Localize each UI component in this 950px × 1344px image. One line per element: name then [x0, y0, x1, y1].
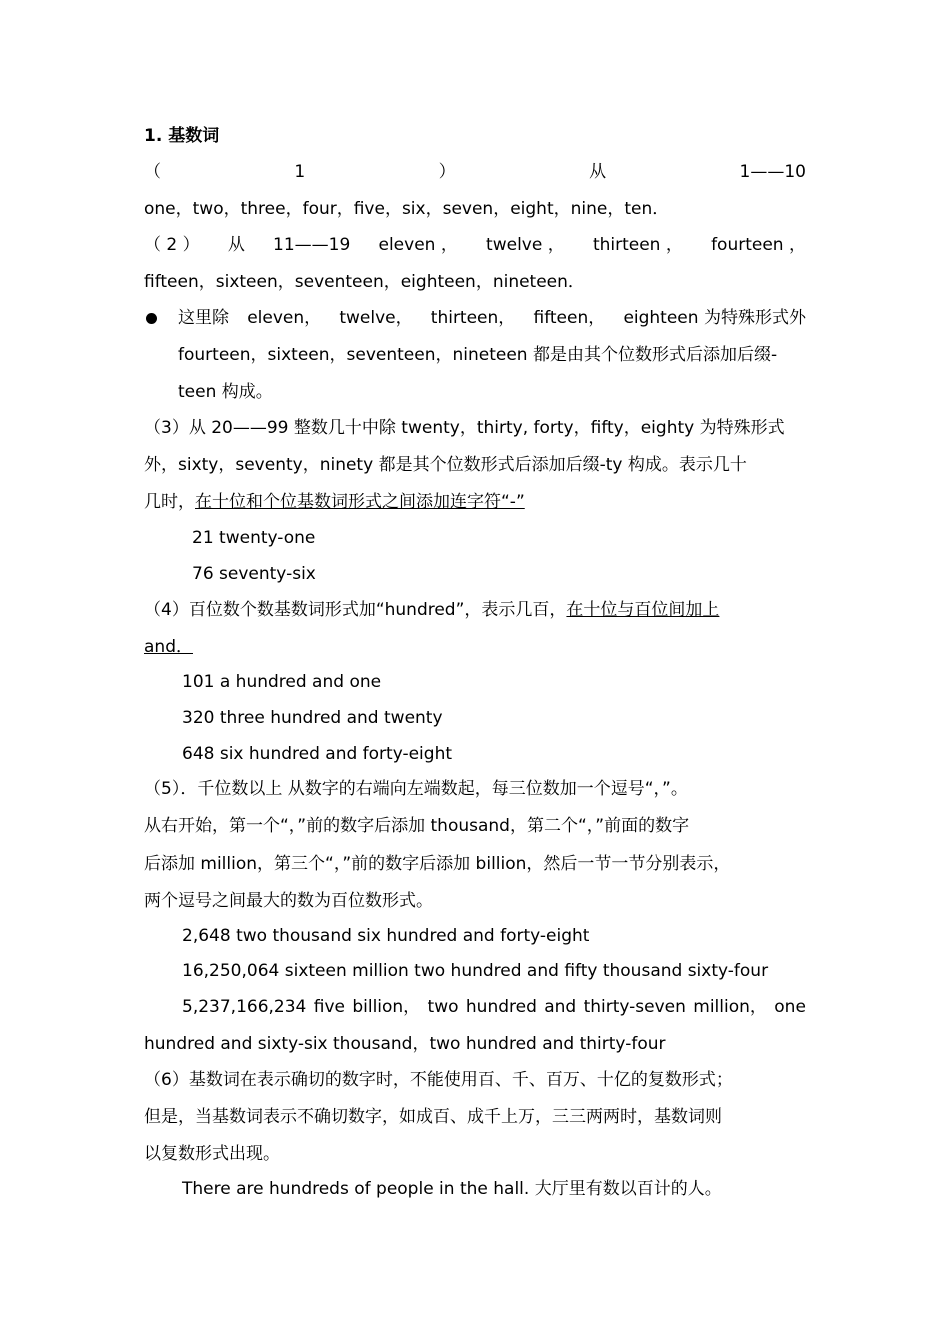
p2-part-1: 从 [227, 235, 245, 255]
p5-line2: 从右开始，第一个“，”前的数字后添加 thousand，第二个“，”前面的数字 [144, 816, 690, 836]
p2-part-0: （ 2 ） [144, 235, 200, 255]
p2-part-6: fourteen ， [711, 235, 806, 255]
p5-ex3-part-5: and [544, 997, 577, 1017]
p5-example-2 [182, 995, 806, 1019]
p5-ex3-part-0: 5,237,166,234 [182, 997, 307, 1017]
p1-part-2: ） [438, 162, 456, 182]
p1-part-4: 1——10 [739, 162, 806, 182]
p5-ex3-part-3: two [427, 997, 459, 1017]
p3-example-1: 76 seventy-six [192, 564, 316, 584]
bullet-line2: fourteen，sixteen，seventeen，nineteen 都是由其个位数形式后添加后缀- [178, 345, 778, 365]
p5-ex3-part-6: thirty-seven [583, 997, 686, 1017]
page-heading: 1. 基数词 [144, 126, 220, 146]
p1-part-0: （ [144, 162, 161, 182]
p4-example-1: 320 three hundred and twenty [182, 708, 443, 728]
bullet-line1 [178, 306, 806, 330]
p6-example: There are hundreds of people in the hall. 大厅里有数以百计的人。 [182, 1179, 722, 1199]
p2-part-2: 11——19 [273, 235, 351, 255]
bullet-dot-icon [146, 313, 157, 324]
p5-line3: 后添加 million，第三个“，”前的数字后添加 billion，然后一节一节分别表示， [144, 854, 731, 874]
p5-ex3-part-4: hundred [465, 997, 537, 1017]
p5-ex3-part-2: billion， [352, 997, 421, 1017]
p1-line1 [144, 160, 806, 184]
p3-example-0: 21 twenty-one [192, 528, 316, 548]
bullet-part-0: 这里除 [178, 308, 229, 328]
p4-example-2: 648 six hundred and forty-eight [182, 744, 453, 764]
bullet-part-4: fifteen， [533, 308, 606, 328]
p2-line1 [144, 233, 806, 257]
p4-line1-text: （4）百位数个数基数词形式加“hundred”，表示几百， [144, 600, 567, 620]
p6-line3: 以复数形式出现。 [144, 1144, 280, 1164]
p5-line1: （5）．千位数以上 从数字的右端向左端数起，每三位数加一个逗号“，”。 [144, 779, 688, 799]
p5-ex3-part-1: five [313, 997, 345, 1017]
p3-line3 [144, 490, 525, 514]
p2-part-4: twelve ， [486, 235, 565, 255]
p5-line4: 两个逗号之间最大的数为百位数形式。 [144, 891, 433, 911]
p6-line2: 但是，当基数词表示不确切数字，如成百、成千上万，三三两两时，基数词则 [144, 1107, 722, 1127]
bullet-part-3: thirteen， [430, 308, 516, 328]
p2-part-3: eleven ， [378, 235, 458, 255]
p5-ex3-part-7: million， [693, 997, 767, 1017]
bullet-part-5: eighteen 为特殊形式外 [623, 308, 806, 328]
p5-example-2-line2: hundred and sixty-six thousand，two hundred and thirty-four [144, 1034, 666, 1054]
bullet-line3: teen 构成。 [178, 382, 273, 402]
p1-line2: one，two，three，four，five，six，seven，eight，nine，ten． [144, 199, 670, 219]
p3-line1: （3）从 20——99 整数几十中除 twenty，thirty, forty，fifty，eighty 为特殊形式 [144, 418, 785, 438]
p4-example-0: 101 a hundred and one [182, 672, 382, 692]
bullet-part-2: twelve， [339, 308, 413, 328]
p2-part-5: thirteen ， [592, 235, 683, 255]
p5-example-0: 2,648 two thousand six hundred and forty-eight [182, 926, 590, 946]
p5-example-1: 16,250,064 sixteen million two hundred and fifty thousand sixty-four [182, 961, 769, 981]
p4-line2: and． [144, 637, 193, 657]
p4-underlined-rule: 在十位与百位间加上 [566, 600, 720, 620]
p5-ex3-part-8: one [774, 997, 806, 1017]
p4-line1 [144, 598, 719, 622]
p1-part-1: 1 [294, 162, 306, 182]
p3-line3-text: 几时， [144, 492, 195, 512]
bullet-part-1: eleven， [247, 308, 322, 328]
p2-line2: fifteen，sixteen，seventeen，eighteen，nineteen． [144, 272, 585, 292]
p6-line1: （6）基数词在表示确切的数字时，不能使用百、千、百万、十亿的复数形式； [144, 1070, 733, 1090]
p3-underlined-rule: 在十位和个位基数词形式之间添加连字符“-” [195, 492, 525, 512]
p3-line2: 外，sixty，seventy，ninety 都是其个位数形式后添加后缀-ty 构成。表示几十 [144, 455, 747, 475]
p1-part-3: 从 [589, 162, 607, 182]
